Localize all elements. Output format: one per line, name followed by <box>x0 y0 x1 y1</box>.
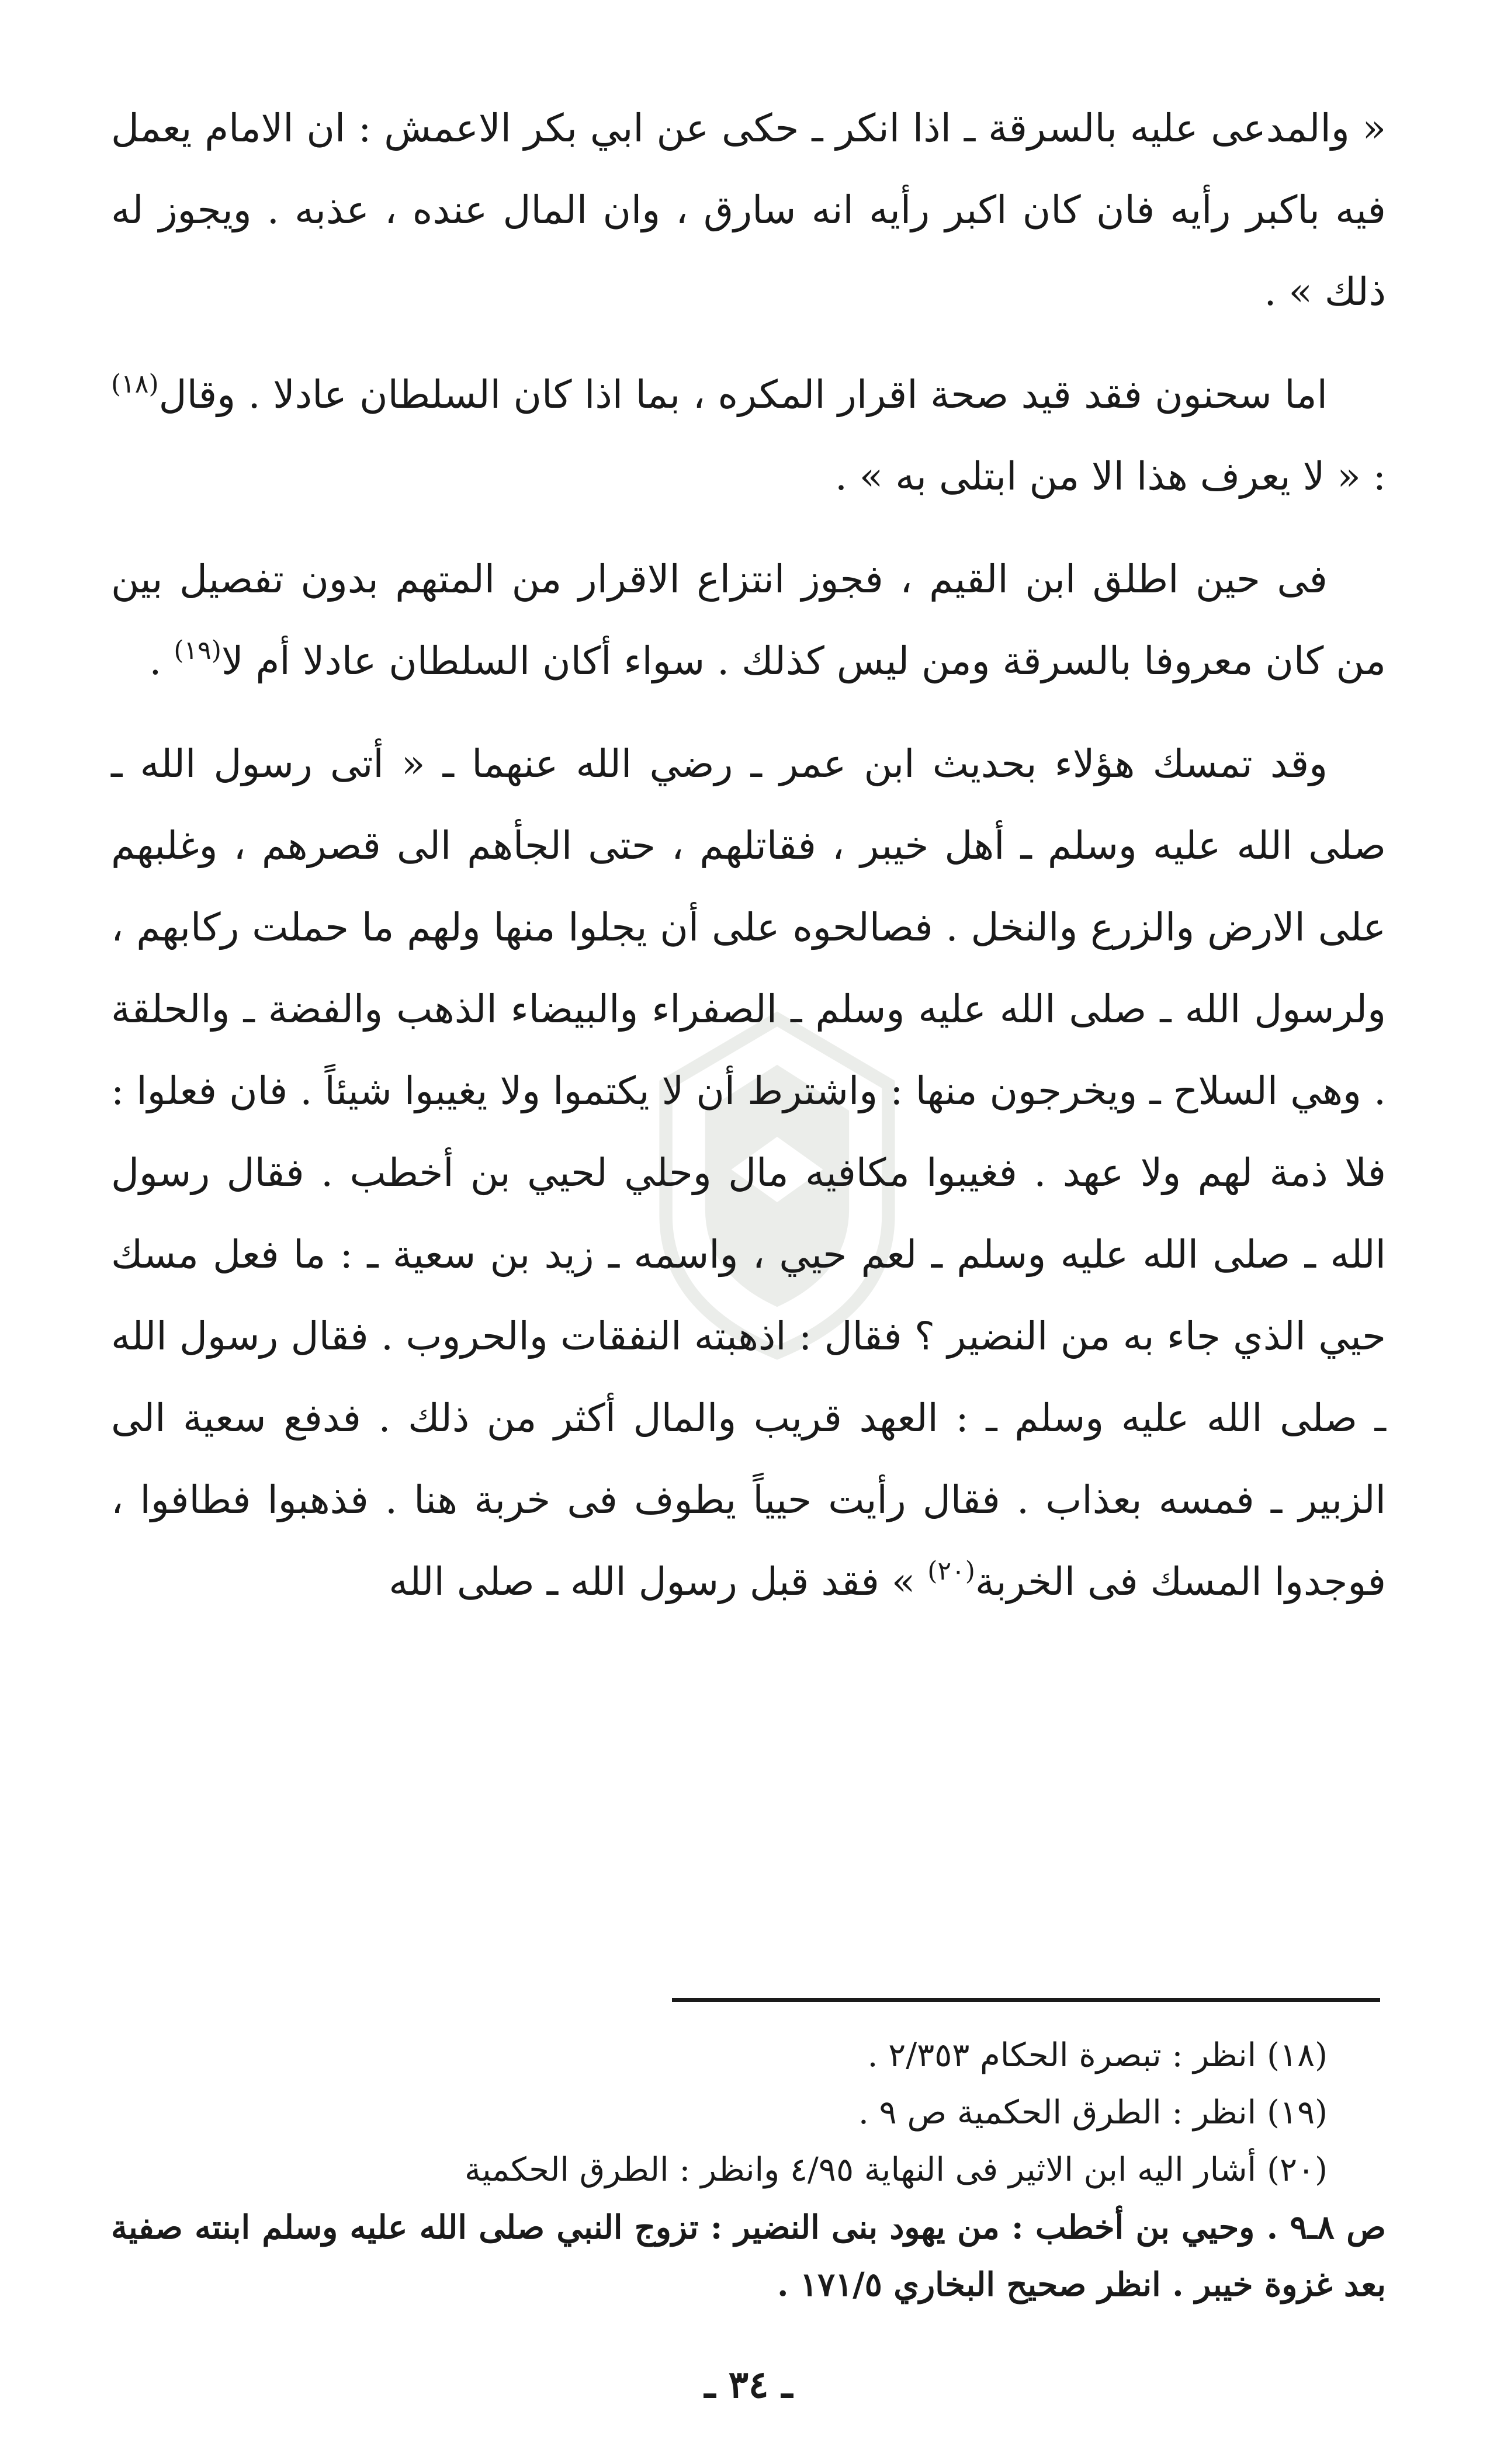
footnotes-section <box>111 2027 1386 2313</box>
footnote-ref-19: (١٩) <box>174 636 221 665</box>
paragraph-2 <box>111 354 1386 518</box>
footnote-20-text: أشار اليه ابن الاثير فى النهاية ٤/٩٥ وانظر : الطرق الحكمية <box>464 2151 1257 2189</box>
footnote-19-text: انظر : الطرق الحكمية ص ٩ . <box>858 2094 1257 2132</box>
paragraph-2-text-after: : « لا يعرف هذا الا من ابتلى به » . <box>834 454 1386 499</box>
footnote-18 <box>111 2027 1386 2084</box>
paragraph-1 <box>111 88 1386 333</box>
footnote-ref-20: (٢٠) <box>927 1556 975 1586</box>
paragraph-4 <box>111 723 1386 1623</box>
footnote-18-number: (١٨) <box>1267 2036 1328 2074</box>
paragraph-3 <box>111 539 1386 702</box>
footnote-18-text: انظر : تبصرة الحكام ٢/٣٥٣ . <box>867 2036 1257 2074</box>
paragraph-1-text: « والمدعى عليه بالسرقة ـ اذا انكر ـ حكى عن ابي بكر الاعمش : ان الامام يعمل فيه باكبر رأيه فان كان اكبر رأيه انه سارق ، وان المال عنده ، عذبه . ويجوز له ذلك » . <box>111 106 1386 314</box>
main-text <box>111 88 1386 1644</box>
paragraph-3-text-before: فى حين اطلق ابن القيم ، فجوز انتزاع الاقرار من المتهم بدون تفصيل بين من كان معروفا بالسرقة ومن ليس كذلك . سواء أكان السلطان عادلا أم لا <box>111 557 1386 683</box>
footnote-20-number: (٢٠) <box>1267 2151 1328 2189</box>
paragraph-2-text-before: اما سحنون فقد قيد صحة اقرار المكره ، بما اذا كان السلطان عادلا . وقال <box>158 372 1328 417</box>
footnote-ref-18: (١٨) <box>111 369 159 399</box>
paragraph-3-text-after: . <box>149 638 174 683</box>
footnote-20 <box>111 2142 1386 2199</box>
page-number: ـ ٣٤ ـ <box>704 2363 793 2407</box>
footnote-19 <box>111 2084 1386 2142</box>
footnote-19-number: (١٩) <box>1267 2094 1328 2132</box>
footnote-divider <box>672 1998 1380 2002</box>
footnote-20-continuation: ص ٨ـ٩ . وحيي بن أخطب : من يهود بنى النضير : تزوج النبي صلى الله عليه وسلم ابنته صفية بعد غزوة خيبر . انظر صحيح البخاري ١٧١/٥ . <box>111 2208 1387 2304</box>
paragraph-4-text-before: وقد تمسك هؤلاء بحديث ابن عمر ـ رضي الله عنهما ـ « أتى رسول الله ـ صلى الله عليه وسلم ـ أهل خيبر ، فقاتلهم ، حتى الجأهم الى قصرهم ، وغلبهم على الارض والزرع والنخل . فصالحوه على أن يجلوا منها ولهم ما حملت ركابهم ، ولرسول الله ـ صلى الله عليه وسلم ـ الصفراء والبيضاء الذهب والفضة ـ والحلقة . وهي السلاح ـ ويخرجون منها : واشترط أن لا يكتموا ولا يغيبوا شيئاً . فان فعلوا : فلا ذمة لهم ولا عهد . فغيبوا مكافيه مال وحلي لحيي بن أخطب . فقال رسول الله ـ صلى الله عليه وسلم ـ لعم حيي ، واسمه ـ زيد بن سعية ـ : ما فعل مسك حيي الذي جاء به من النضير ؟ فقال : اذهبته النفقات والحروب . فقال رسول الله ـ صلى الله عليه وسلم ـ : العهد قريب والمال أكثر من ذلك . فدفع سعية الى الزبير ـ فمسه بعذاب . فقال رأيت حيياً يطوف فى خربة هنا . فذهبوا فطافوا ، فوجدوا المسك فى الخربة <box>111 741 1386 1604</box>
paragraph-4-text-after: » فقد قبل رسول الله ـ صلى الله <box>389 1559 928 1604</box>
